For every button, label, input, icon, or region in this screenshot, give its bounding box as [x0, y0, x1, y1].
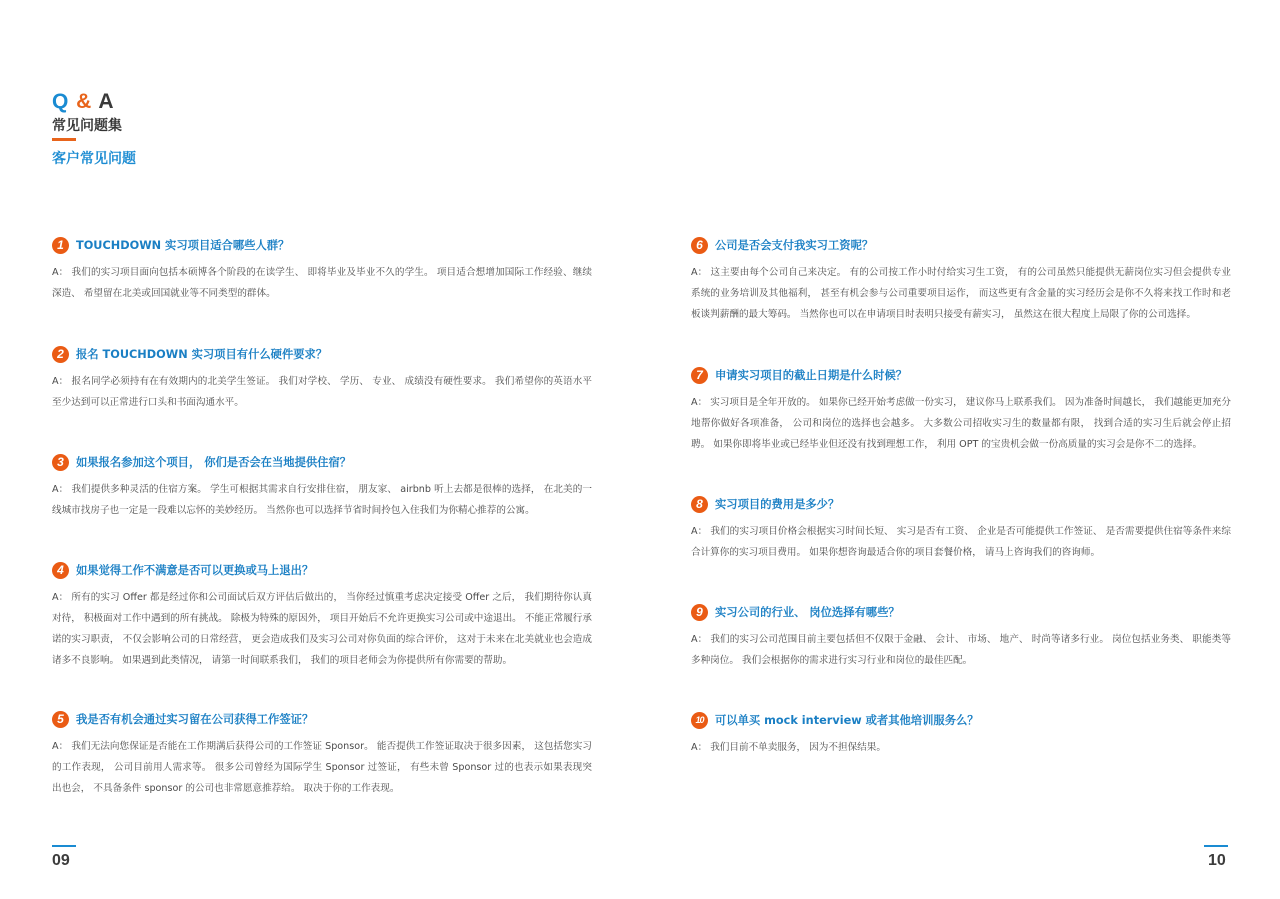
- number-7-icon: 7: [691, 367, 708, 384]
- footer-divider-left: [52, 845, 76, 847]
- question-10: 可以单买 mock interview 或者其他培训服务么？: [715, 714, 979, 727]
- right-page: [640, 0, 1280, 899]
- qa-item-5: [52, 710, 592, 799]
- page-subtitle: 常见问题集: [52, 118, 122, 134]
- question-2: 报名 TOUCHDOWN 实习项目有什么硬件要求？: [76, 348, 328, 361]
- question-1: TOUCHDOWN 实习项目适合哪些人群？: [76, 239, 290, 252]
- question-4: 如果觉得工作不满意是否可以更换或马上退出？: [76, 564, 314, 577]
- qa-item-10: [691, 711, 1231, 758]
- qa-item-8: [691, 495, 1231, 563]
- qa-heading-q: Q: [52, 90, 70, 113]
- number-3-icon: 3: [52, 454, 69, 471]
- question-7: 申请实习项目的截止日期是什么时候？: [715, 369, 908, 382]
- question-9: 实习公司的行业、 岗位选择有哪些？: [715, 606, 900, 619]
- qa-item-9: [691, 603, 1231, 671]
- number-4-icon: 4: [52, 562, 69, 579]
- answer-7: A： 实习项目是全年开放的。 如果你已经开始考虑做一份实习， 建议你马上联系我们。 因为准备时间越长， 我们越能更加充分地帮你做好各项准备， 公司和岗位的选择也会越多。 大多数公司招收实习生的数量都有限， 找到合适的实习生后就会停止招聘。 如果你即将毕业或已经毕业但还没有找到理想工作， 利用 OPT 的宝贵机会做一份高质量的实习会是你不二的选择。: [691, 397, 1231, 450]
- number-1-icon: 1: [52, 237, 69, 254]
- answer-3: A： 我们提供多种灵活的住宿方案。 学生可根据其需求自行安排住宿， 朋友家、 airbnb 听上去都是很棒的选择， 在北美的一线城市找房子也一定是一段难以忘怀的美妙经历。 当然你也可以选择节省时间拎包入住我们为你精心推荐的公寓。: [52, 484, 592, 516]
- answer-9: A： 我们的实习公司范围目前主要包括但不仅限于金融、 会计、 市场、 地产、 时尚等诸多行业。 岗位包括业务类、 职能类等多种岗位。 我们会根据你的需求进行实习行业和岗位的最佳匹配。: [691, 634, 1231, 666]
- qa-item-2: [52, 345, 592, 413]
- question-3: 如果报名参加这个项目， 你们是否会在当地提供住宿？: [76, 456, 352, 469]
- answer-8: A： 我们的实习项目价格会根据实习时间长短、 实习是否有工资、 企业是否可能提供工作签证、 是否需要提供住宿等条件来综合计算你的实习项目费用。 如果你想咨询最适合你的项目套餐价格， 请马上咨询我们的咨询师。: [691, 526, 1231, 558]
- page-number-right: 10: [1208, 852, 1226, 869]
- number-10-icon: 10: [691, 712, 708, 729]
- answer-2: A： 报名同学必须持有在有效期内的北美学生签证。 我们对学校、 学历、 专业、 成绩没有硬性要求。 我们希望你的英语水平至少达到可以正常进行口头和书面沟通水平。: [52, 376, 592, 408]
- section-title: 客户常见问题: [52, 151, 136, 167]
- footer-divider-right: [1204, 845, 1228, 847]
- number-6-icon: 6: [691, 237, 708, 254]
- answer-10: A： 我们目前不单卖服务， 因为不担保结果。: [691, 742, 886, 753]
- number-9-icon: 9: [691, 604, 708, 621]
- qa-heading: [52, 90, 115, 114]
- question-6: 公司是否会支付我实习工资呢？: [715, 239, 874, 252]
- number-5-icon: 5: [52, 711, 69, 728]
- answer-1: A： 我们的实习项目面向包括本硕博各个阶段的在读学生、 即将毕业及毕业不久的学生。 项目适合想增加国际工作经验、继续深造、 希望留在北美或回国就业等不同类型的群体。: [52, 267, 592, 299]
- number-2-icon: 2: [52, 346, 69, 363]
- question-8: 实习项目的费用是多少？: [715, 498, 840, 511]
- qa-heading-amp: &: [69, 90, 99, 113]
- question-5: 我是否有机会通过实习留在公司获得工作签证？: [76, 713, 314, 726]
- qa-item-3: [52, 453, 592, 521]
- answer-5: A： 我们无法向您保证是否能在工作期满后获得公司的工作签证 Sponsor。 能否提供工作签证取决于很多因素， 这包括您实习的工作表现， 公司目前用人需求等。 很多公司曾经为国际学生 Sponsor 过签证， 有些未曾 Sponsor 过的也表示如果表现突出也会， 不具备条件 sponsor 的公司也非常愿意推荐给。 取决于你的工作表现。: [52, 741, 592, 794]
- qa-heading-a: A: [98, 90, 115, 113]
- page-number-left: 09: [52, 852, 70, 869]
- number-8-icon: 8: [691, 496, 708, 513]
- qa-item-1: [52, 236, 592, 304]
- qa-item-7: [691, 366, 1231, 455]
- qa-item-6: [691, 236, 1231, 325]
- answer-4: A： 所有的实习 Offer 都是经过你和公司面试后双方评估后做出的， 当你经过慎重考虑决定接受 Offer 之后， 我们期待你认真对待， 积极面对工作中遇到的所有挑战。 除极为特殊的原因外， 项目开始后不允许更换实习公司或中途退出。 不能正常履行承诺的实习职责， 不仅会影响公司的日常经营， 更会造成我们及实习公司对你负面的综合评价， 这对于未来在北美就业也会造成诸多不良影响。 如果遇到此类情况， 请第一时间联系我们， 我们的项目老师会为你提供所有你需要的帮助。: [52, 592, 592, 666]
- header-divider: [52, 138, 76, 141]
- answer-6: A： 这主要由每个公司自己来决定。 有的公司按工作小时付给实习生工资， 有的公司虽然只能提供无薪岗位实习但会提供专业系统的业务培训及其他福利， 甚至有机会参与公司重要项目运作， 而这些更有含金量的实习经历会是你不久将来找工作时和老板谈判薪酬的最大筹码。 当然你也可以在申请项目时表明只接受有薪实习， 虽然这在很大程度上局限了你的公司选择。: [691, 267, 1231, 320]
- qa-item-4: [52, 561, 592, 671]
